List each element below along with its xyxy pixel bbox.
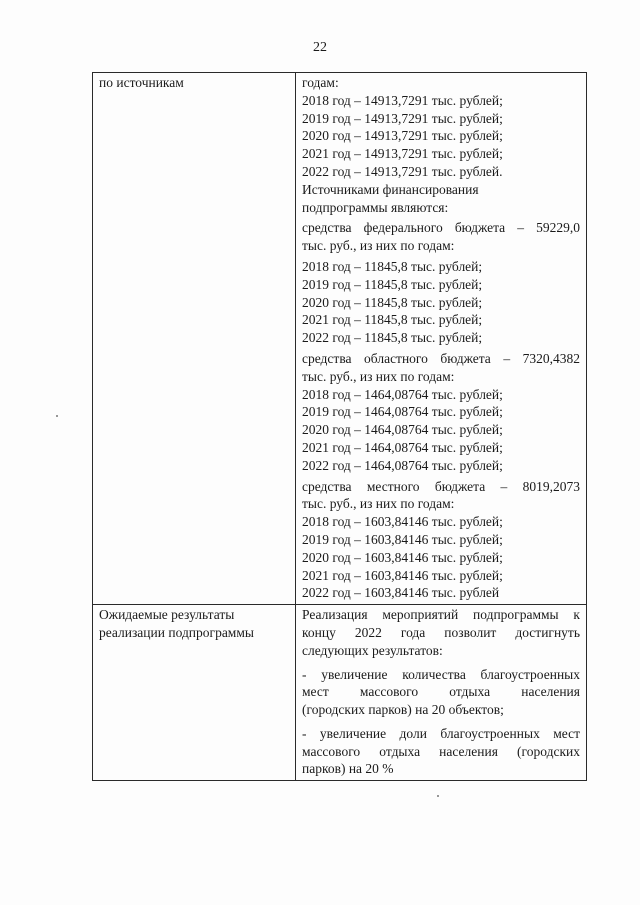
federal-year-2022: 2022 год – 11845,8 тыс. рублей; bbox=[302, 330, 483, 346]
local-year-2019: 2019 год – 1603,84146 тыс. рублей; bbox=[302, 531, 503, 547]
result-item-2-line-3: парков) на 20 % bbox=[302, 761, 394, 777]
federal-year-2018: 2018 год – 11845,8 тыс. рублей; bbox=[302, 258, 483, 274]
program-passport-table bbox=[92, 72, 587, 781]
scan-speck bbox=[56, 415, 58, 417]
result-item-1-line-1: - увеличение количества благоустроенных bbox=[302, 666, 580, 682]
expected-results-label-2: реализации подпрограммы bbox=[99, 624, 254, 640]
regional-year-2020: 2020 год – 1464,08764 тыс. рублей; bbox=[302, 422, 503, 438]
local-year-2018: 2018 год – 1603,84146 тыс. рублей; bbox=[302, 514, 503, 530]
regional-year-2021: 2021 год – 1464,08764 тыс. рублей; bbox=[302, 439, 503, 455]
federal-year-2020: 2020 год – 11845,8 тыс. рублей; bbox=[302, 294, 483, 310]
years-heading: годам: bbox=[302, 75, 339, 90]
local-year-2021: 2021 год – 1603,84146 тыс. рублей; bbox=[302, 567, 503, 583]
expected-results-row bbox=[93, 605, 587, 781]
results-intro-line-2: концу 2022 года позволит достигнуть bbox=[302, 624, 580, 640]
expected-results-label-1: Ожидаемые результаты bbox=[99, 607, 235, 623]
result-item-2-line-1: - увеличение доли благоустроенных мест bbox=[302, 725, 580, 741]
federal-year-2021: 2021 год – 11845,8 тыс. рублей; bbox=[302, 312, 483, 328]
results-intro-line-3: следующих результатов: bbox=[302, 642, 443, 658]
results-intro-line-1: Реализация мероприятий подпрограммы к bbox=[302, 607, 580, 623]
expected-results-label-cell bbox=[93, 605, 296, 781]
regional-year-2019: 2019 год – 1464,08764 тыс. рублей; bbox=[302, 404, 503, 420]
funding-sources-content-cell bbox=[296, 73, 587, 605]
regional-budget-heading-2: тыс. руб., из них по годам: bbox=[302, 368, 455, 384]
local-year-2020: 2020 год – 1603,84146 тыс. рублей; bbox=[302, 549, 503, 565]
scan-speck bbox=[437, 795, 439, 797]
regional-year-2018: 2018 год – 1464,08764 тыс. рублей; bbox=[302, 386, 503, 402]
federal-budget-heading-2: тыс. руб., из них по годам: bbox=[302, 238, 455, 254]
sources-heading-line-2: подпрограммы являются: bbox=[302, 199, 449, 215]
total-year-2022: 2022 год – 14913,7291 тыс. рублей. bbox=[302, 163, 503, 179]
federal-budget-heading-1: средства федерального бюджета – 59229,0 bbox=[302, 220, 580, 236]
total-year-2019: 2019 год – 14913,7291 тыс. рублей; bbox=[302, 110, 503, 126]
funding-sources-row bbox=[93, 73, 587, 605]
local-budget-heading-2: тыс. руб., из них по годам: bbox=[302, 496, 455, 512]
result-item-1-line-2: мест массового отдыха населения bbox=[302, 684, 580, 700]
local-budget-heading-1: средства местного бюджета – 8019,2073 bbox=[302, 478, 580, 494]
funding-sources-label-cell bbox=[93, 73, 296, 605]
expected-results-content-cell bbox=[296, 605, 587, 781]
page-number: 22 bbox=[313, 40, 327, 55]
sources-heading-line-1: Источниками финансирования bbox=[302, 181, 479, 197]
result-item-2-line-2: массового отдыха населения (городских bbox=[302, 743, 580, 759]
regional-year-2022: 2022 год – 1464,08764 тыс. рублей; bbox=[302, 457, 503, 473]
federal-year-2019: 2019 год – 11845,8 тыс. рублей; bbox=[302, 276, 483, 292]
total-year-2018: 2018 год – 14913,7291 тыс. рублей; bbox=[302, 92, 503, 108]
result-item-1-line-3: (городских парков) на 20 объектов; bbox=[302, 702, 504, 718]
total-year-2021: 2021 год – 14913,7291 тыс. рублей; bbox=[302, 146, 503, 162]
total-year-2020: 2020 год – 14913,7291 тыс. рублей; bbox=[302, 128, 503, 144]
local-year-2022: 2022 год – 1603,84146 тыс. рублей bbox=[302, 585, 500, 601]
funding-sources-label: по источникам bbox=[99, 75, 184, 90]
regional-budget-heading-1: средства областного бюджета – 7320,4382 bbox=[302, 350, 580, 366]
